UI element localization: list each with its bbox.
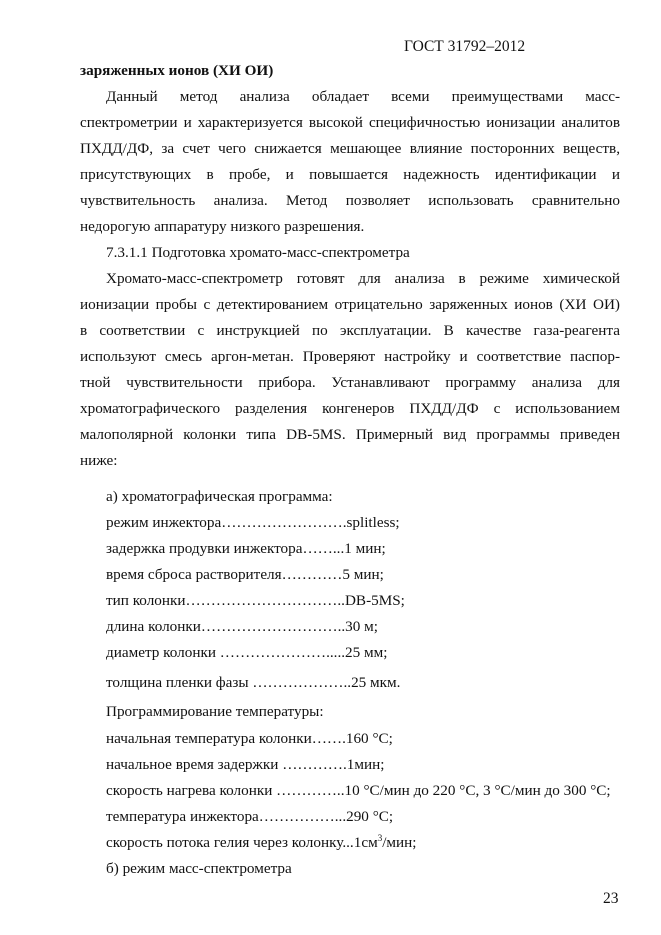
intro-line: ПХДД/ДФ, за счет чего снижается мешающее влияние посторонних веществ, xyxy=(80,140,620,157)
program-item: задержка продувки инжектора……...1 мин; xyxy=(106,540,386,557)
page-number: 23 xyxy=(603,890,619,907)
section-line: хроматографического разделения конгенеров ПХДД/ДФ с использованием xyxy=(80,400,620,417)
helium-suffix: /мин; xyxy=(382,834,417,851)
intro-line: присутствующих в пробе, и повышается надежность идентификации и xyxy=(80,166,620,183)
helium-prefix: скорость потока гелия через колонку...1см xyxy=(106,834,378,851)
program-item: режим инжектора…………………….splitless; xyxy=(106,514,400,531)
section-line: ниже: xyxy=(80,452,118,469)
chrom-program-title: а) хроматографическая программа: xyxy=(106,488,333,505)
section-title: 7.3.1.1 Подготовка хромато-масс-спектрометра xyxy=(106,244,410,261)
section-line: ионизации пробы с детектированием отрицательно заряженных ионов (ХИ ОИ) xyxy=(80,296,620,313)
program-item: время сброса растворителя…………5 мин; xyxy=(106,566,384,583)
helium-unit-exponent: 3 xyxy=(377,833,383,843)
temp-item: скорость нагрева колонки …………..10 °С/мин до 220 °С, 3 °С/мин до 300 °С; xyxy=(106,782,611,799)
standard-header: ГОСТ 31792–2012 xyxy=(404,38,526,55)
section-line: используют смесь аргон-метан. Проверяют настройку и соответствие паспор- xyxy=(80,348,620,365)
program-item: длина колонки………………………..30 м; xyxy=(106,618,379,635)
section-line: в соответствии с инструкцией по эксплуатации. В качестве газа-реагента xyxy=(80,322,620,339)
temp-program-title: Программирование температуры: xyxy=(106,703,324,720)
program-item: толщина пленки фазы ………………..25 мкм. xyxy=(106,674,401,691)
helium-flow-line xyxy=(106,834,626,852)
program-item: тип колонки…………………………..DB-5MS; xyxy=(106,592,405,609)
temp-item: начальное время задержки ………….1мин; xyxy=(106,756,385,773)
heading-tail: заряженных ионов (ХИ ОИ) xyxy=(80,62,274,79)
section-line: Хромато-масс-спектрометр готовят для анализа в режиме химической xyxy=(106,270,620,287)
program-item: диаметр колонки ………………….....25 мм; xyxy=(106,644,388,661)
temp-item: начальная температура колонки…….160 °С; xyxy=(106,730,393,747)
intro-line: недорогую аппаратуру низкого разрешения. xyxy=(80,218,365,235)
ms-mode-title: б) режим масс-спектрометра xyxy=(106,860,292,877)
temp-item: температура инжектора……………...290 °С; xyxy=(106,808,394,825)
intro-line: Данный метод анализа обладает всеми преимуществами масс- xyxy=(106,88,620,105)
section-line: тной чувствительности прибора. Устанавливают программу анализа для xyxy=(80,374,620,391)
intro-line: чувствительность анализа. Метод позволяет использовать сравнительно xyxy=(80,192,620,209)
section-line: малополярной колонки типа DB-5MS. Примерный вид программы приведен xyxy=(80,426,620,443)
intro-line: спектрометрии и характеризуется высокой специфичностью ионизации аналитов xyxy=(80,114,620,131)
